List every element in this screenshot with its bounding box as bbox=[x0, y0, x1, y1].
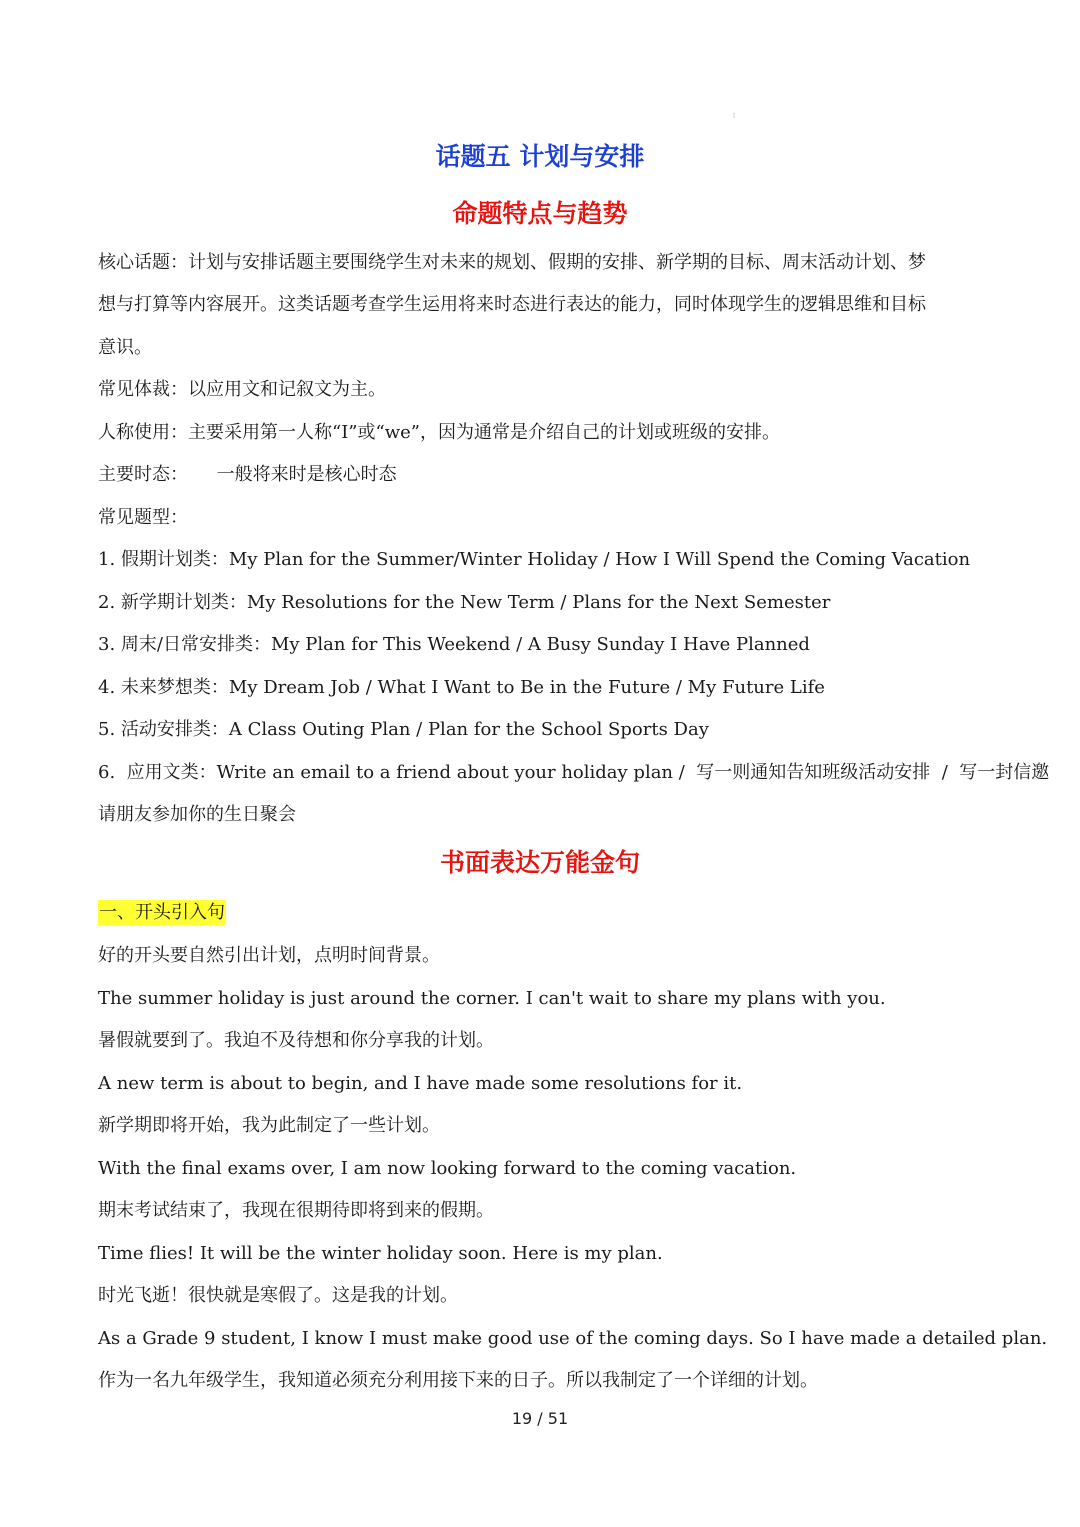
core-topic-line-3: 意识。 bbox=[98, 337, 152, 358]
page-number: 19 / 51 bbox=[511, 1409, 569, 1428]
type-item: 2. 新学期计划类：My Resolutions for the New Term / Plans for the Next Semester bbox=[98, 592, 831, 613]
type-item: 6. 应用文类：Write an email to a friend about your holiday plan / 写一则通知告知班级活动安排 / 写一封信邀 bbox=[98, 762, 1050, 783]
sentence-en: A new term is about to begin, and I have made some resolutions for it. bbox=[98, 1073, 743, 1094]
type-item: 5. 活动安排类：A Class Outing Plan / Plan for the School Sports Day bbox=[98, 719, 709, 740]
type-item: 3. 周末/日常安排类：My Plan for This Weekend / A Busy Sunday I Have Planned bbox=[98, 634, 810, 655]
sentence-en: As a Grade 9 student, I know I must make good use of the coming days. So I have made a detailed plan. bbox=[98, 1328, 1048, 1349]
topic-title: 话题五 计划与安排 bbox=[435, 142, 645, 171]
sentence-zh: 暑假就要到了。我迫不及待想和你分享我的计划。 bbox=[98, 1030, 494, 1051]
types-label: 常见题型： bbox=[98, 507, 188, 528]
tense-line: 主要时态： 一般将来时是核心时态 bbox=[98, 464, 397, 485]
core-topic-line-2: 想与打算等内容展开。这类话题考查学生运用将来时态进行表达的能力，同时体现学生的逻辑思维和目标 bbox=[98, 294, 926, 315]
small-mark: ¦ bbox=[733, 112, 736, 119]
sentence-en: Time flies! It will be the winter holiday soon. Here is my plan. bbox=[98, 1243, 663, 1264]
type-item: 4. 未来梦想类：My Dream Job / What I Want to Be in the Future / My Future Life bbox=[98, 677, 825, 698]
section-title-sentences: 书面表达万能金句 bbox=[439, 848, 640, 877]
sentence-zh: 新学期即将开始，我为此制定了一些计划。 bbox=[98, 1115, 440, 1136]
subsection-description: 好的开头要自然引出计划，点明时间背景。 bbox=[98, 945, 440, 966]
sentence-en: The summer holiday is just around the corner. I can't wait to share my plans with you. bbox=[98, 988, 886, 1009]
sentence-zh: 期末考试结束了，我现在很期待即将到来的假期。 bbox=[98, 1200, 494, 1221]
sentence-zh: 作为一名九年级学生，我知道必须充分利用接下来的日子。所以我制定了一个详细的计划。 bbox=[98, 1370, 818, 1391]
sentence-en: With the final exams over, I am now looking forward to the coming vacation. bbox=[98, 1158, 797, 1179]
type-item-continued: 请朋友参加你的生日聚会 bbox=[98, 804, 296, 825]
type-item: 1. 假期计划类：My Plan for the Summer/Winter Holiday / How I Will Spend the Coming Vacation bbox=[98, 549, 971, 570]
genre-line: 常见体裁：以应用文和记叙文为主。 bbox=[98, 379, 386, 400]
subsection-heading: 一、开头引入句 bbox=[99, 902, 225, 923]
subsection-heading-row bbox=[98, 900, 998, 926]
person-line: 人称使用：主要采用第一人称“I”或“we”，因为通常是介绍自己的计划或班级的安排。 bbox=[98, 422, 780, 443]
core-topic-line-1: 核心话题：计划与安排话题主要围绕学生对未来的规划、假期的安排、新学期的目标、周末活动计划、梦 bbox=[98, 252, 926, 273]
section-title-trends: 命题特点与趋势 bbox=[452, 199, 628, 228]
sentence-zh: 时光飞逝！很快就是寒假了。这是我的计划。 bbox=[98, 1285, 458, 1306]
